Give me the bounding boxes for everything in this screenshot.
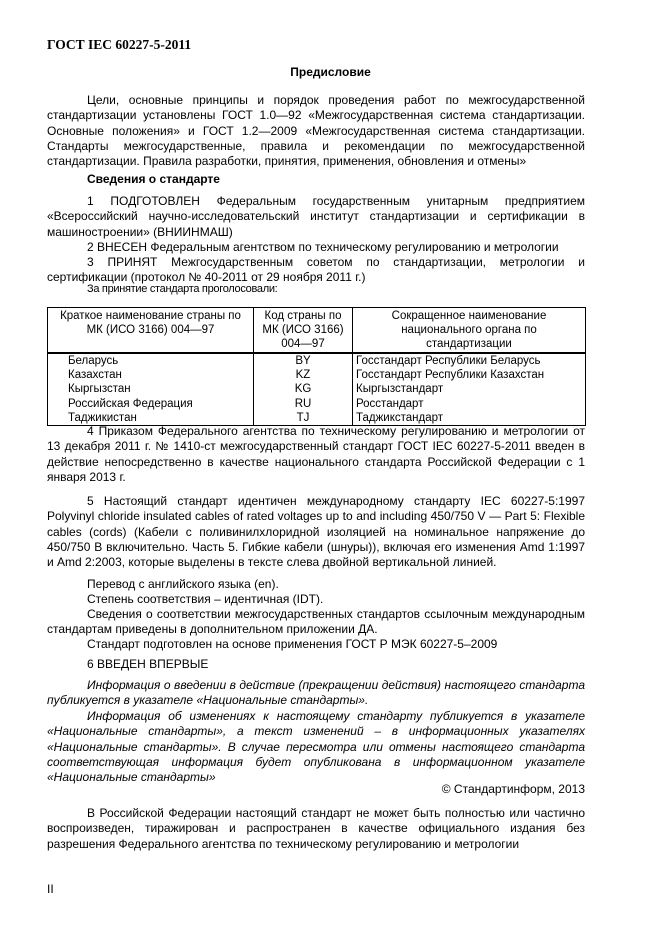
- item-4: 4 Приказом Федерального агентства по техническому регулированию и метрологии от 13 декабря 2011 г. № 1410-ст межгосударственный стандарт ГОСТ IEC 60227-5-2011 введен в действие непосредственно в качестве национального стандарта Российской Федерации с 1 января 2013 г.: [47, 424, 585, 484]
- vote-label: За принятие стандарта проголосовали:: [87, 283, 278, 295]
- column-header-body: Сокращенное наименование национального органа по стандартизации: [353, 308, 586, 354]
- body-cell: Госстандарт Республики Беларусь: [353, 353, 586, 368]
- page-number: II: [47, 882, 54, 896]
- rights-paragraph: В Российской Федерации настоящий стандарт не может быть полностью или частично воспроизведен, тиражирован и распространен в качестве официального издания без разрешения Федерального агентства по техническому регулированию и метрологии: [47, 806, 585, 851]
- intro-paragraph: Цели, основные принципы и порядок проведения работ по межгосударственной стандартизации установлены ГОСТ 1.0—92 «Межгосударственная система стандартизации. Основные положения» и ГОСТ 1.2—2009 «Межгосударственная система стандартизации. Стандарты межгосударственные, правила и рекомендации по межгосударственной стандартизации. Правила разработки, принятия, применения, обновления и отмены»: [47, 93, 585, 169]
- info-introduction: Информация о введении в действие (прекращении действия) настоящего стандарта публикуется в указателе «Национальные стандарты».: [47, 678, 585, 708]
- prepared-note: Стандарт подготовлен на основе применения ГОСТ Р МЭК 60227-5–2009: [87, 637, 498, 651]
- code-cell: KZ: [254, 368, 353, 382]
- item-5: 5 Настоящий стандарт идентичен международному стандарту IEC 60227-5:1997 Polyvinyl chloride insulated cables of rated voltages up to and including 450/750 V — Part 5: Flexible cables (cords) (Кабели с поливинилхлоридной изоляцией на номинальное напряжение до 450/750 В включительно. Часть 5. Гибкие кабели (шнуры)), включая его изменения Amd 1:1997 и Amd 2:2003, которые выделены в тексте слева двойной вертикальной линией.: [47, 494, 585, 570]
- table-row: [48, 353, 586, 368]
- translation-note: Перевод с английского языка (en).: [87, 577, 279, 591]
- country-cell: Российская Федерация: [68, 397, 193, 410]
- copyright-line: © Стандартинформ, 2013: [441, 782, 585, 796]
- body-cell: Госстандарт Республики Казахстан: [353, 368, 586, 382]
- country-cell: Казахстан: [68, 369, 122, 382]
- country-cell: Беларусь: [68, 355, 119, 367]
- item-2: 2 ВНЕСЕН Федеральным агентством по техническому регулированию и метрологии: [87, 240, 559, 254]
- table-row: [48, 368, 586, 382]
- country-cell: Таджикистан: [48, 411, 254, 426]
- document-header: ГОСТ IEC 60227-5-2011: [47, 37, 192, 52]
- code-cell: TJ: [254, 411, 353, 426]
- info-changes: Информация об изменениях к настоящему стандарту публикуется в указателе «Национальные стандарты», а текст изменений – в информационных указателях «Национальные стандарты». В случае пересмотра или отмены настоящего стандарта соответствующая информация будет опубликована в информационном указателе «Национальные стандарты»: [47, 709, 585, 785]
- column-header-country: Краткое наименование страны по МК (ИСО 3166) 004—97: [48, 308, 254, 354]
- code-cell: RU: [254, 397, 353, 411]
- body-cell: Кыргызстандарт: [353, 382, 586, 396]
- code-cell: KG: [254, 382, 353, 396]
- item-1: 1 ПОДГОТОВЛЕН Федеральным государственным унитарным предприятием «Всероссийский научно-исследовательский институт стандартизации и сертификации в машиностроении» (ВНИИНМАШ): [47, 194, 585, 239]
- page-title: Предисловие: [290, 65, 371, 79]
- code-cell: BY: [254, 353, 353, 368]
- country-cell: Кыргызстан: [68, 383, 131, 396]
- references-note: Сведения о соответствии межгосударственных стандартов ссылочным международным стандартам приведены в дополнительном приложении ДА.: [47, 607, 585, 637]
- table-row: [48, 382, 586, 396]
- member-states-table: [47, 307, 586, 426]
- table-header-row: [48, 308, 586, 354]
- column-header-code: Код страны по МК (ИСО 3166) 004—97: [254, 308, 353, 354]
- body-cell: Таджикстандарт: [353, 411, 586, 426]
- item-3: 3 ПРИНЯТ Межгосударственным советом по стандартизации, метрологии и сертификации (протокол № 40-2011 от 29 ноября 2011 г.): [47, 255, 585, 285]
- conformity-note: Степень соответствия – идентичная (IDT).: [87, 592, 324, 606]
- body-cell: Росстандарт: [353, 397, 586, 411]
- item-6: 6 ВВЕДЕН ВПЕРВЫЕ: [87, 657, 209, 671]
- table-row: [48, 397, 586, 411]
- about-heading: Сведения о стандарте: [87, 172, 220, 186]
